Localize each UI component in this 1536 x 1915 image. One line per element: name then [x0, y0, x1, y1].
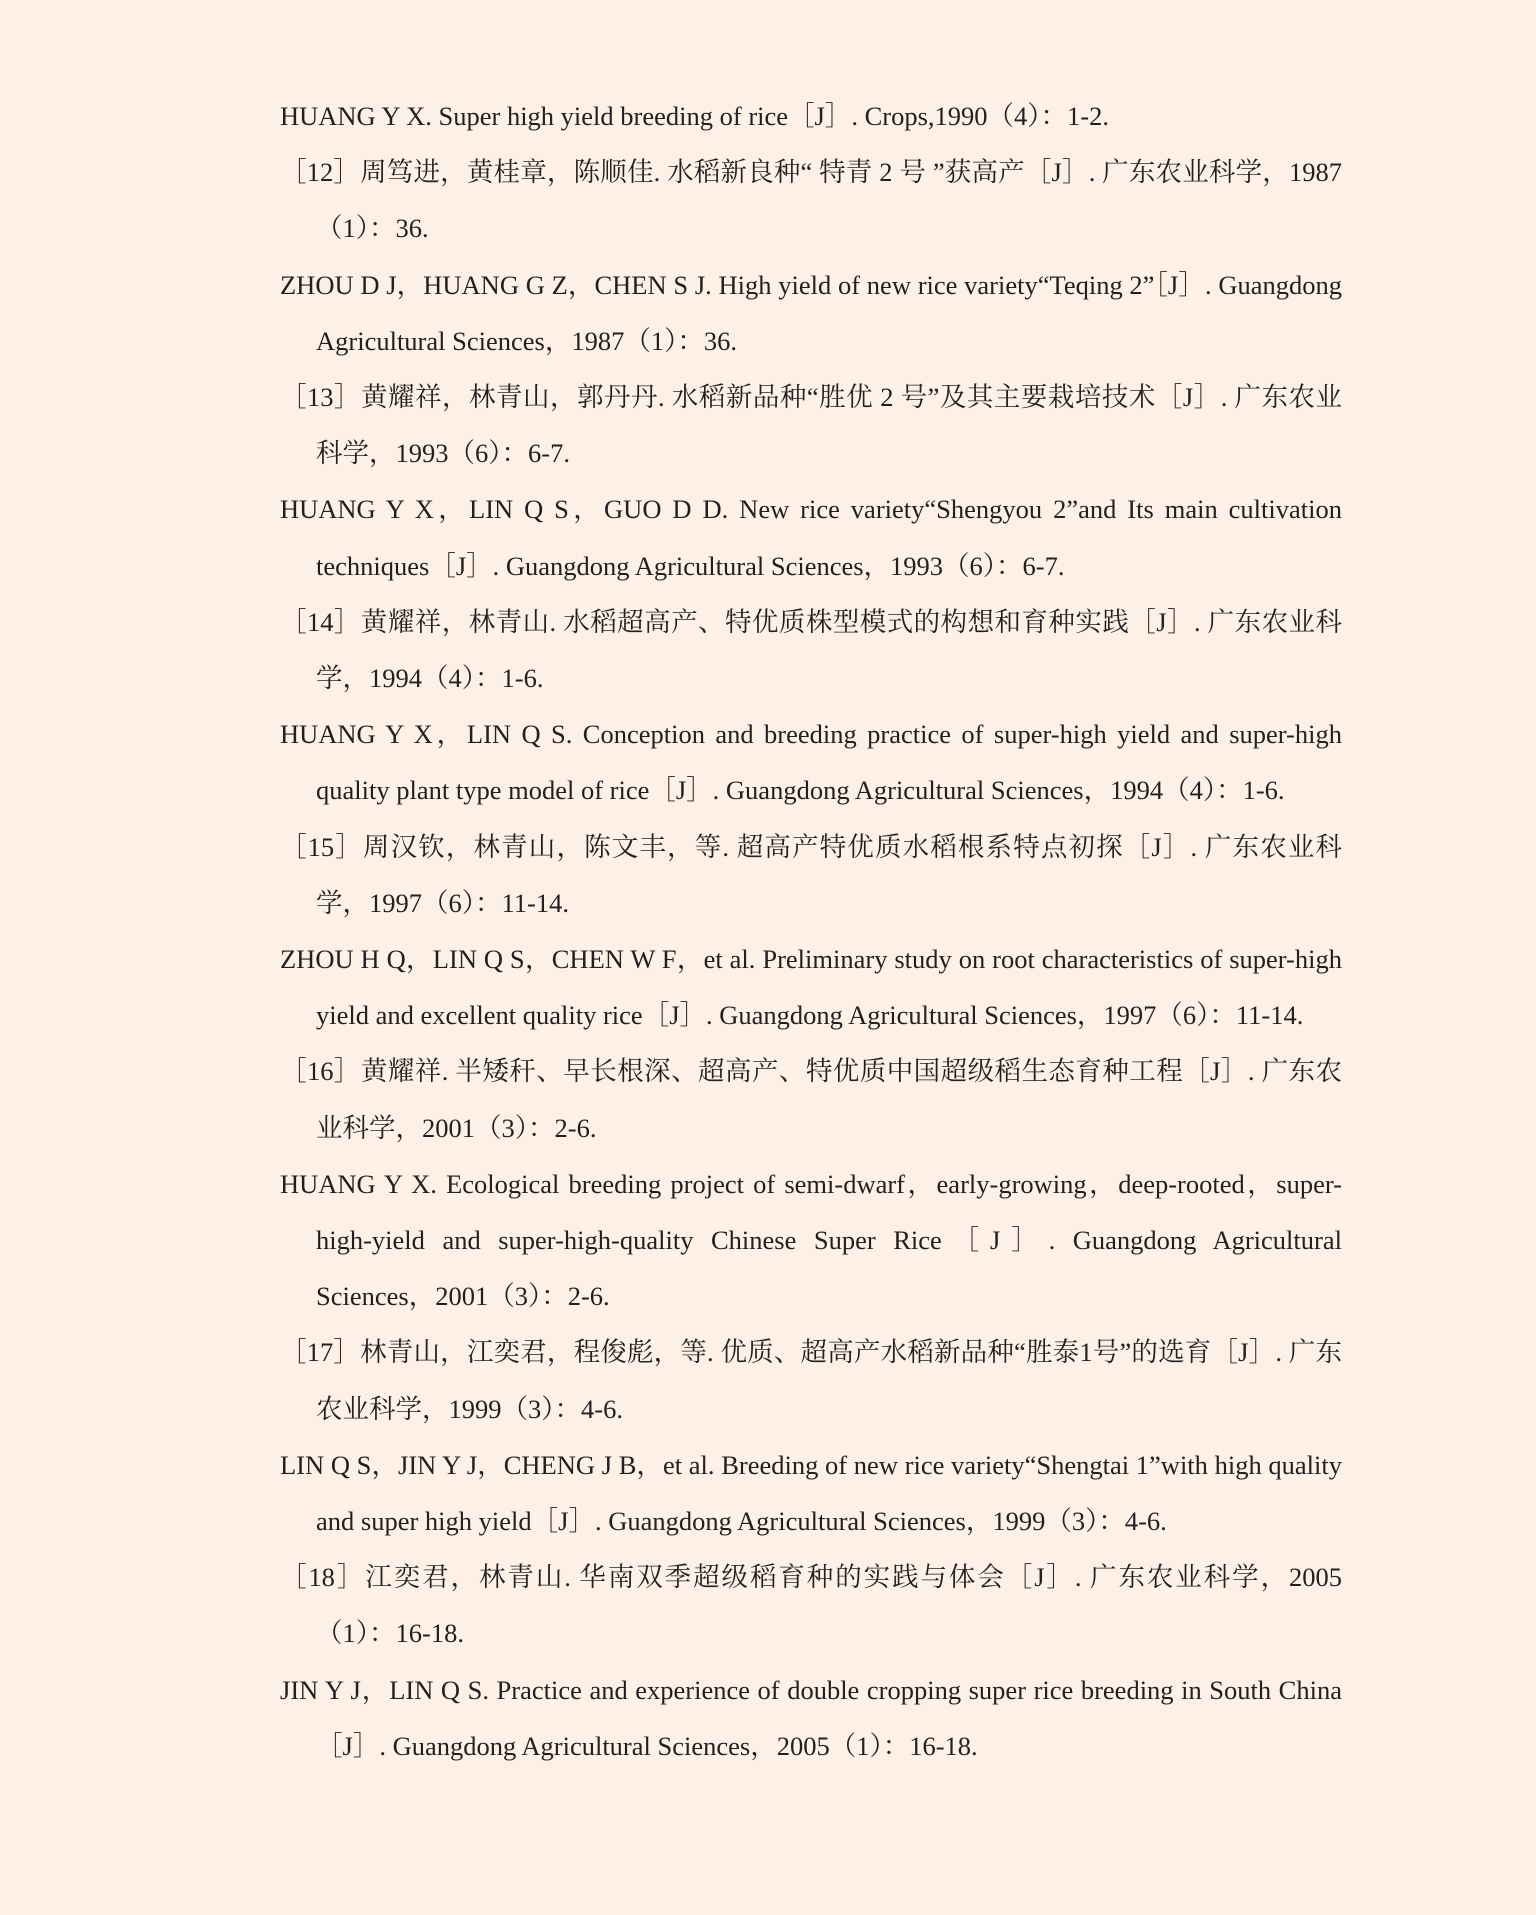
reference-entry: ZHOU H Q，LIN Q S，CHEN W F，et al. Preliminary study on root characteristics of super-high yield and excellent quality rice［J］. Guangdong Agricultural Sciences，1997（6）：11-14. [280, 944, 1342, 1031]
reference-list [280, 88, 1342, 1774]
reference-entry: ［14］黄耀祥，林青山. 水稻超高产、特优质株型模式的构想和育种实践［J］. 广东农业科学，1994（4）：1-6. [280, 606, 1342, 694]
reference-entry: ［16］黄耀祥. 半矮秆、早长根深、超高产、特优质中国超级稻生态育种工程［J］. 广东农业科学，2001（3）：2-6. [280, 1056, 1342, 1143]
reference-entry: ［12］周笃进，黄桂章，陈顺佳. 水稻新良种“ 特青 2 号 ”获高产［J］. 广东农业科学，1987（1）：36. [280, 157, 1342, 244]
reference-entry: ［13］黄耀祥，林青山，郭丹丹. 水稻新品种“胜优 2 号”及其主要栽培技术［J］. 广东农业科学，1993（6）：6-7. [280, 382, 1342, 469]
reference-entry: ［18］江奕君，林青山. 华南双季超级稻育种的实践与体会［J］. 广东农业科学，2005（1）：16-18. [280, 1562, 1342, 1649]
reference-entry: HUANG Y X，LIN Q S，GUO D D. New rice variety“Shengyou 2”and Its main cultivation techniques［J］. Guangdong Agricultural Sciences，1993（6）：6-7. [280, 494, 1342, 581]
reference-entry: ［17］林青山，江奕君，程俊彪，等. 优质、超高产水稻新品种“胜泰1号”的选育［J］. 广东农业科学，1999（3）：4-6. [280, 1337, 1342, 1424]
reference-entry: ZHOU D J，HUANG G Z，CHEN S J. High yield of new rice variety“Teqing 2”［J］. Guangdong Agricultural Sciences，1987（1）：36. [280, 269, 1342, 356]
reference-entry: HUANG Y X，LIN Q S. Conception and breeding practice of super-high yield and super-high quality plant type model of rice［J］. Guangdong Agricultural Sciences，1994（4）：1-6. [280, 719, 1342, 806]
reference-entry: JIN Y J，LIN Q S. Practice and experience of double cropping super rice breeding in South China［J］. Guangdong Agricultural Sciences，2005（1）：16-18. [280, 1674, 1342, 1761]
reference-entry: LIN Q S，JIN Y J，CHENG J B，et al. Breeding of new rice variety“Shengtai 1”with high quality and super high yield［J］. Guangdong Agricultural Sciences，1999（3）：4-6. [280, 1449, 1342, 1537]
reference-entry: ［15］周汉钦，林青山，陈文丰，等. 超高产特优质水稻根系特点初探［J］. 广东农业科学，1997（6）：11-14. [280, 831, 1342, 918]
reference-entry: HUANG Y X. Ecological breeding project of semi-dwarf，early-growing，deep-rooted，super-high-yield and super-high-quality Chinese Super Rice［J］. Guangdong Agricultural Sciences，2001（3）：2-6. [280, 1168, 1342, 1312]
reference-entry: HUANG Y X. Super high yield breeding of rice［J］. Crops,1990（4）：1-2. [280, 101, 1109, 131]
